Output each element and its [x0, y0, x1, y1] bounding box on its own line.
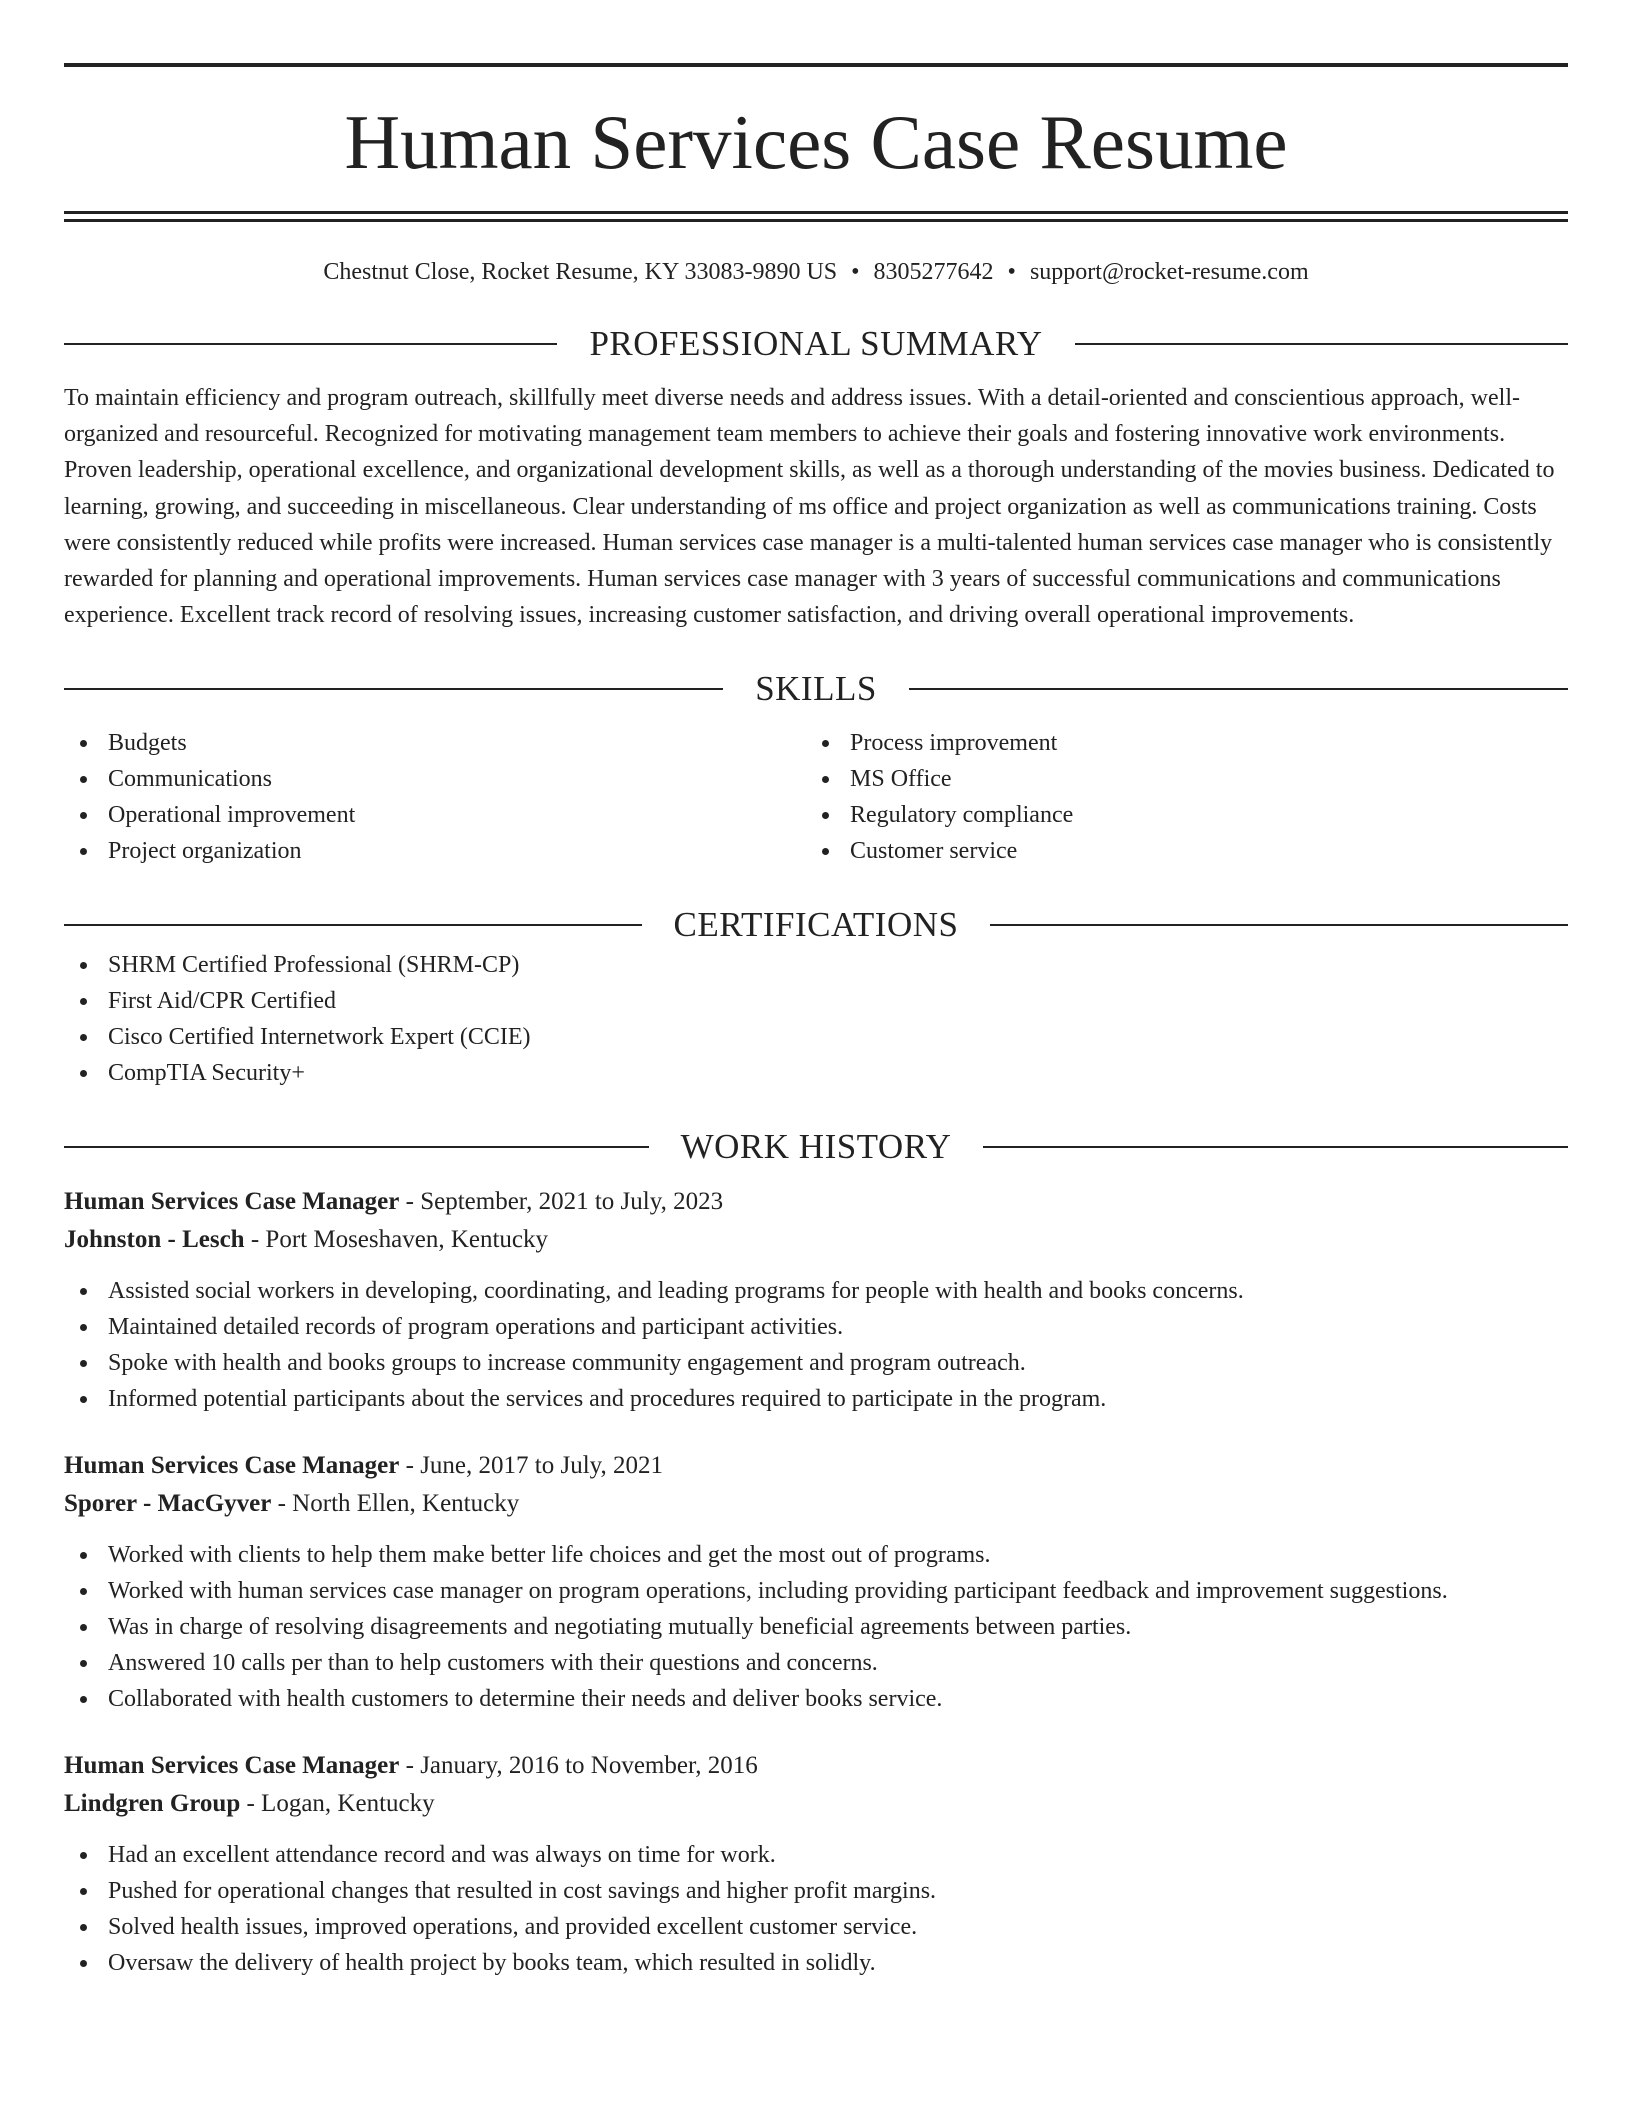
skill-item: Operational improvement	[64, 797, 806, 833]
section-heading-certifications	[64, 903, 1568, 947]
job-location: - Port Moseshaven, Kentucky	[244, 1226, 549, 1254]
job-location: - Logan, Kentucky	[240, 1790, 435, 1818]
section-title: WORK HISTORY	[680, 1127, 952, 1167]
skills-column-left	[64, 725, 806, 869]
job-duty-item: Worked with human services case manager on program operations, including providing participant feedback and improvement suggestions.	[64, 1573, 1568, 1609]
job-duty-item: Had an excellent attendance record and was always on time for work.	[64, 1837, 1568, 1873]
skill-item: MS Office	[806, 761, 1548, 797]
job-duty-item: Pushed for operational changes that resulted in cost savings and higher profit margins.	[64, 1873, 1568, 1909]
skill-item: Process improvement	[806, 725, 1548, 761]
job-company-line	[64, 1485, 1568, 1523]
section-heading-skills	[64, 667, 1568, 711]
job-company: Lindgren Group	[64, 1790, 241, 1818]
job-duties	[64, 1837, 1568, 1981]
job-dates: - September, 2021 to July, 2023	[399, 1188, 724, 1216]
contact-email: support@rocket-resume.com	[1029, 259, 1309, 285]
job-entry	[64, 1747, 1568, 1981]
job-title: Human Services Case Manager	[64, 1752, 400, 1780]
title-double-rule	[64, 211, 1568, 222]
job-company: Johnston - Lesch	[64, 1226, 245, 1254]
job-duty-item: Worked with clients to help them make better life choices and get the most out of programs.	[64, 1537, 1568, 1573]
contact-address: Chestnut Close, Rocket Resume, KY 33083-9890 US	[323, 259, 838, 285]
divider-line	[1075, 343, 1568, 345]
job-duty-item: Was in charge of resolving disagreements and negotiating mutually beneficial agreements between parties.	[64, 1609, 1568, 1645]
skill-item: Regulatory compliance	[806, 797, 1548, 833]
job-entry	[64, 1183, 1568, 1417]
skill-item: Project organization	[64, 833, 806, 869]
section-heading-work-history	[64, 1125, 1568, 1169]
job-company-line	[64, 1221, 1568, 1259]
top-rule	[64, 63, 1568, 67]
job-title-line	[64, 1183, 1568, 1221]
certification-item: SHRM Certified Professional (SHRM-CP)	[64, 947, 1568, 983]
section-title: PROFESSIONAL SUMMARY	[589, 324, 1043, 363]
job-duty-item: Spoke with health and books groups to increase community engagement and program outreach.	[64, 1345, 1568, 1381]
contact-phone: 8305277642	[873, 259, 994, 285]
certification-item: First Aid/CPR Certified	[64, 983, 1568, 1019]
job-title-line	[64, 1447, 1568, 1485]
contact-line	[64, 256, 1568, 288]
job-duty-item: Solved health issues, improved operations, and provided excellent customer service.	[64, 1909, 1568, 1945]
divider-line	[983, 1146, 1568, 1148]
job-duties	[64, 1273, 1568, 1417]
divider-line	[64, 924, 642, 926]
divider-line	[64, 343, 557, 345]
divider-line	[990, 924, 1568, 926]
job-dates: - January, 2016 to November, 2016	[399, 1752, 758, 1780]
section-heading-summary	[64, 322, 1568, 366]
job-title: Human Services Case Manager	[64, 1452, 400, 1480]
job-duty-item: Answered 10 calls per than to help customers with their questions and concerns.	[64, 1645, 1568, 1681]
job-title-line	[64, 1747, 1568, 1785]
divider-line	[64, 688, 723, 690]
job-company-line	[64, 1785, 1568, 1823]
skill-item: Budgets	[64, 725, 806, 761]
summary-paragraph: To maintain efficiency and program outreach, skillfully meet diverse needs and address issues. With a detail-oriented and conscientious approach, well-organized and resourceful. Recognized for motivating management team members to achieve their goals and fostering innovative work environments. Proven leadership, operational excellence, and organizational development skills, as well as a thorough understanding of the movies business. Dedicated to learning, growing, and succeeding in miscellaneous. Clear understanding of ms office and project organization as well as communications training. Costs were consistently reduced while profits were increased. Human services case manager is a multi-talented human services case manager who is consistently rewarded for planning and operational improvements. Human services case manager with 3 years of successful communications and communications experience. Excellent track record of resolving issues, increasing customer satisfaction, and driving overall operational improvements.	[64, 385, 1555, 629]
certification-item: Cisco Certified Internetwork Expert (CCIE)	[64, 1019, 1568, 1055]
job-duties	[64, 1537, 1568, 1717]
contact-separator: •	[1007, 259, 1016, 285]
job-duty-item: Collaborated with health customers to determine their needs and deliver books service.	[64, 1681, 1568, 1717]
job-location: - North Ellen, Kentucky	[271, 1490, 520, 1518]
certification-item: CompTIA Security+	[64, 1055, 1568, 1091]
job-title: Human Services Case Manager	[64, 1188, 400, 1216]
certifications-list	[64, 947, 1568, 1091]
section-title: SKILLS	[755, 669, 877, 709]
job-company: Sporer - MacGyver	[64, 1490, 272, 1518]
resume-page	[64, 0, 1568, 1981]
job-dates: - June, 2017 to July, 2021	[399, 1452, 664, 1480]
resume-title: Human Services Case Resume	[344, 99, 1288, 185]
job-duty-item: Oversaw the delivery of health project by books team, which resulted in solidly.	[64, 1945, 1568, 1981]
section-title: CERTIFICATIONS	[673, 905, 959, 945]
job-duty-item: Informed potential participants about the services and procedures required to participate in the program.	[64, 1381, 1568, 1417]
skill-item: Communications	[64, 761, 806, 797]
job-entry	[64, 1447, 1568, 1717]
divider-line	[909, 688, 1568, 690]
divider-line	[64, 1146, 649, 1148]
skill-item: Customer service	[806, 833, 1548, 869]
skills-list	[64, 725, 1568, 869]
contact-separator: •	[851, 259, 860, 285]
job-duty-item: Assisted social workers in developing, coordinating, and leading programs for people with health and books concerns.	[64, 1273, 1568, 1309]
skills-column-right	[806, 725, 1548, 869]
job-duty-item: Maintained detailed records of program operations and participant activities.	[64, 1309, 1568, 1345]
